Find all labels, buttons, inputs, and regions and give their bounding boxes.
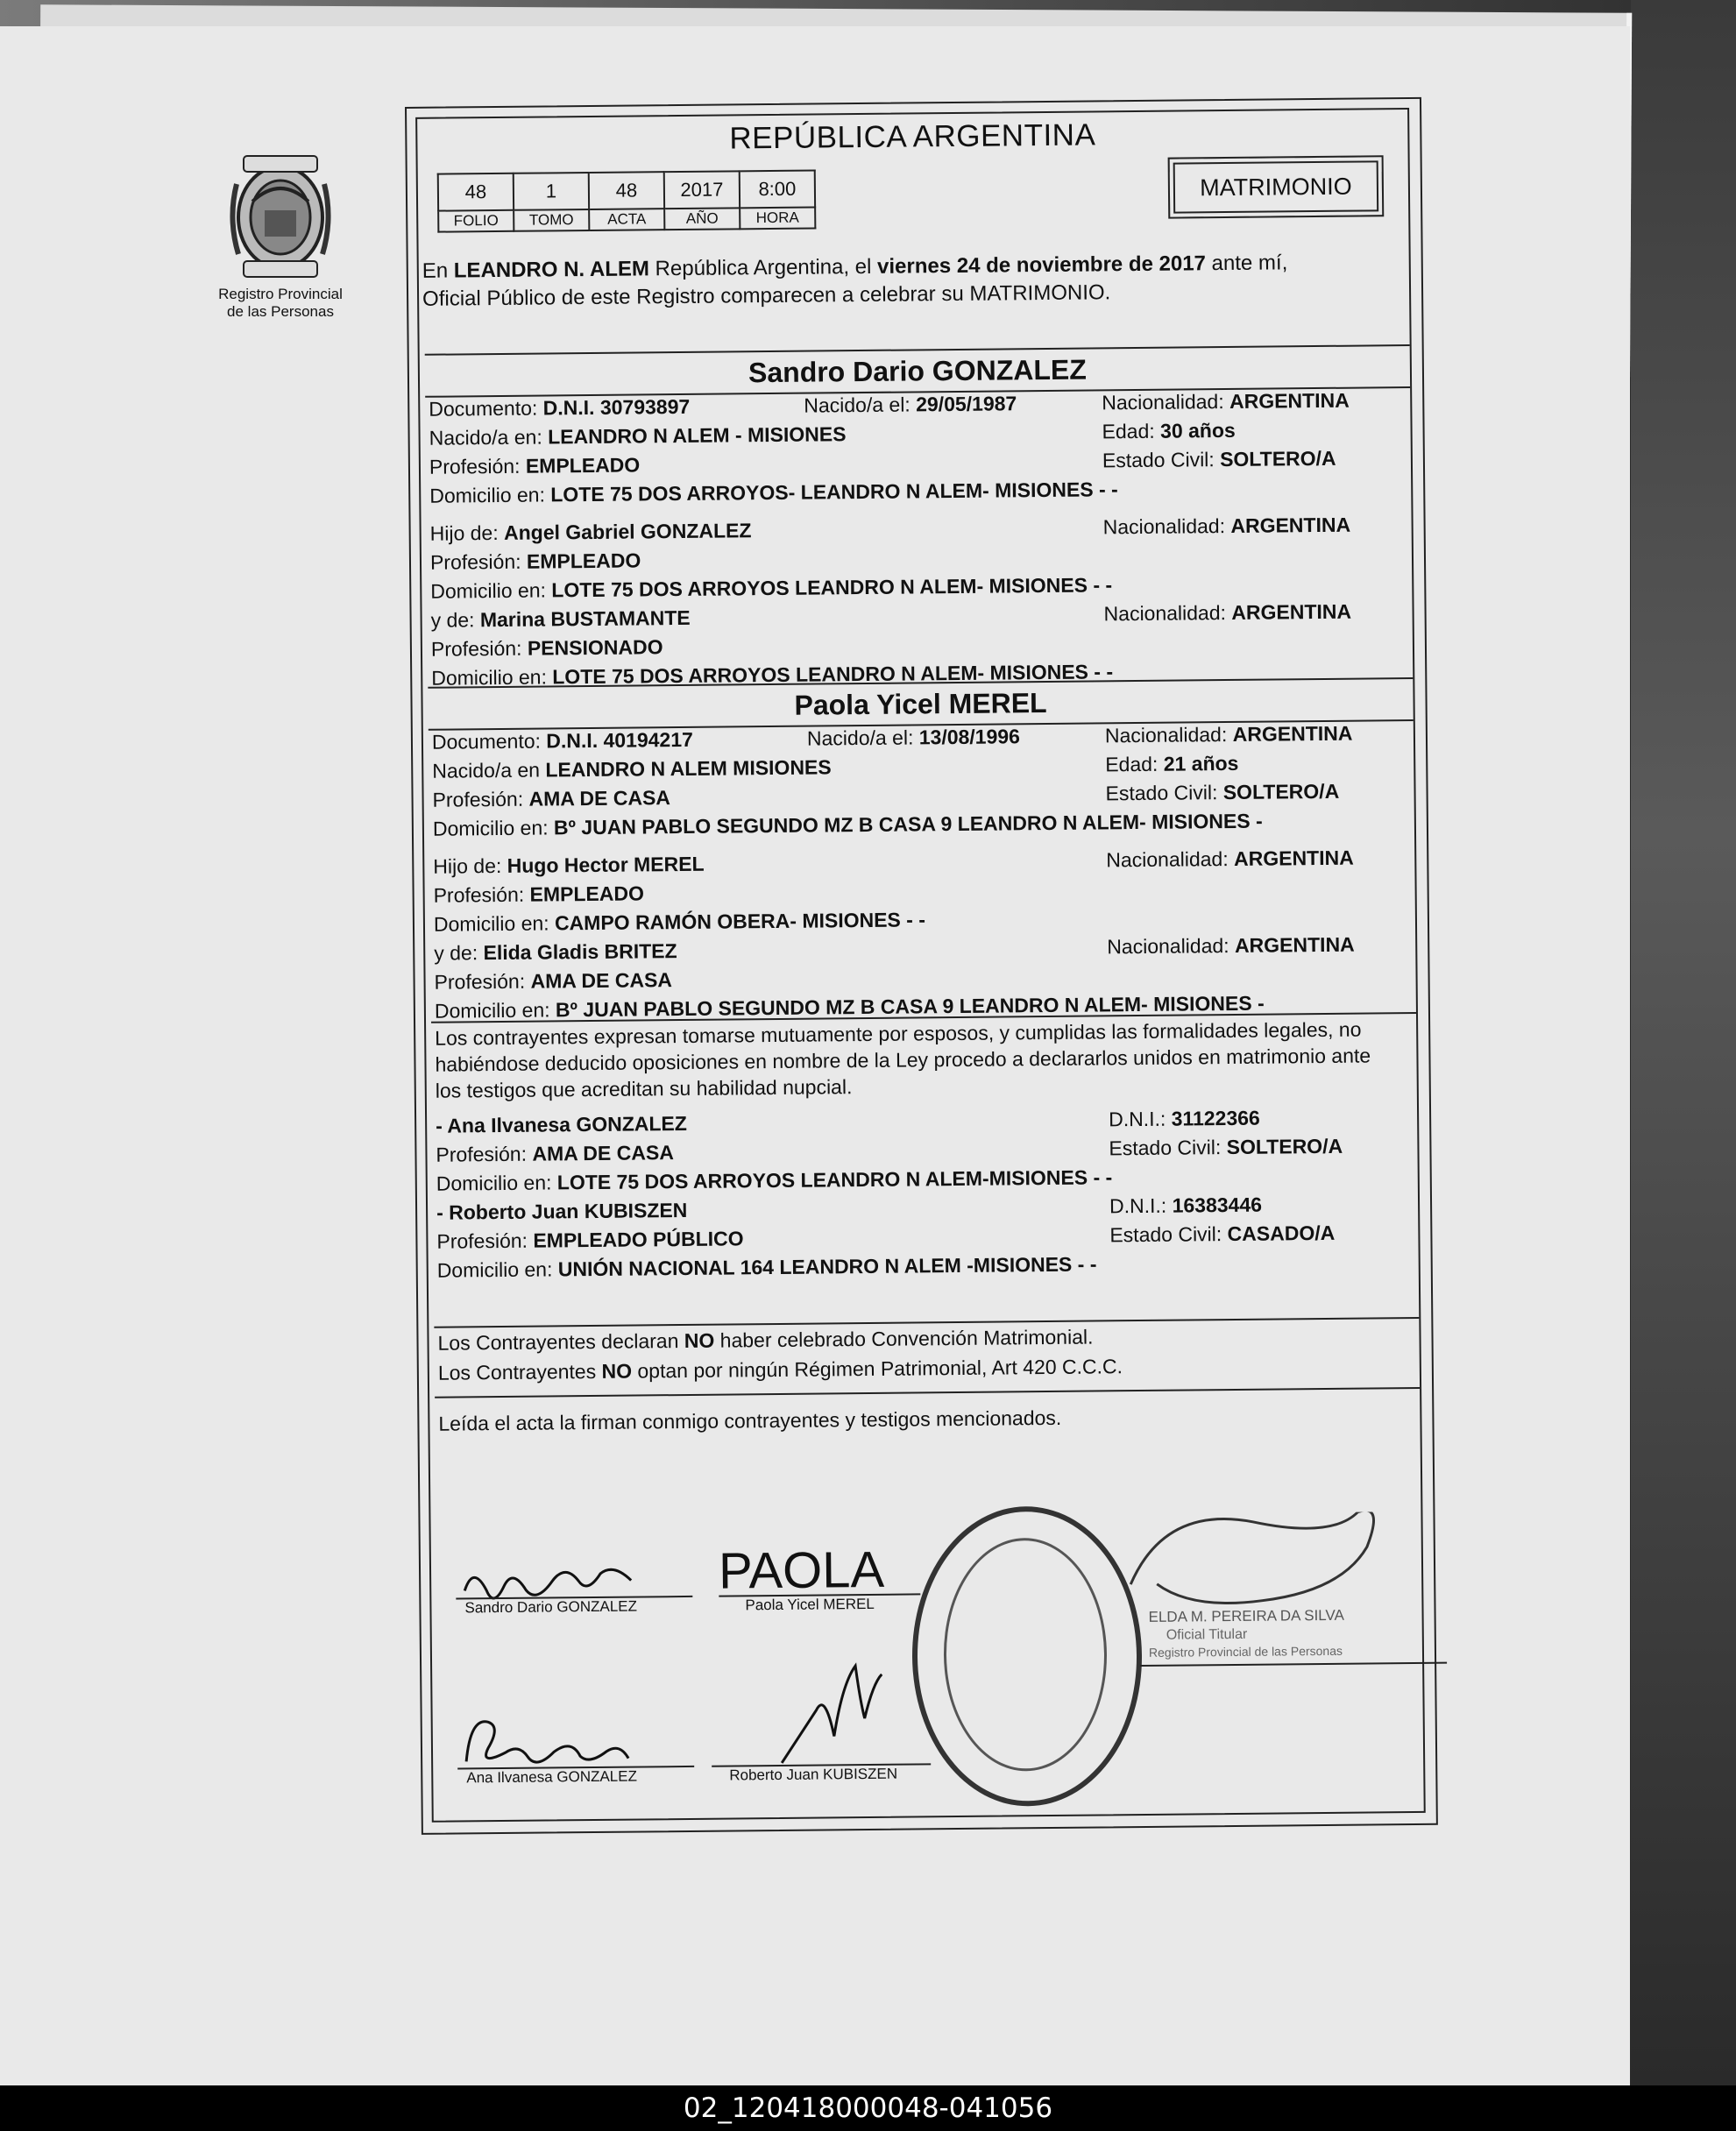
spouse2-address: Bº JUAN PABLO SEGUNDO MZ B CASA 9 LEANDRO N ALEM- MISIONES - xyxy=(553,809,1263,839)
declaration-line: habiéndose deducido oposiciones en nombre de la Ley procedo a declararlos unidos en matrimonio ante xyxy=(435,1044,1371,1076)
spouse2-nationality: ARGENTINA xyxy=(1232,721,1353,746)
witness2-row3: Domicilio en: UNIÓN NACIONAL 164 LEANDRO N ALEM -MISIONES - - xyxy=(436,1252,1097,1282)
spouse2-section xyxy=(428,677,1416,1029)
hour-label: HORA xyxy=(740,208,815,230)
spouse1-mother-addr-row: Domicilio en: LOTE 75 DOS ARROYOS LEANDRO N ALEM- MISIONES - - xyxy=(431,660,1114,690)
closing-section xyxy=(435,1387,1420,1439)
intro-date: viernes 24 de noviembre de 2017 xyxy=(876,251,1207,279)
spouse1-profession: EMPLEADO xyxy=(525,453,641,478)
spouse2-mother: Elida Gladis BRITEZ xyxy=(483,939,677,965)
spouse1-mother-prof-row: Profesión: PENSIONADO xyxy=(430,635,663,661)
acta-label: ACTA xyxy=(589,209,664,230)
witness2-row2: Profesión: EMPLEADO PÚBLICO Estado Civil: CASADO/A xyxy=(436,1221,1336,1253)
marriage-certificate xyxy=(405,97,1438,1835)
spouse2-father-address: CAMPO RAMÓN OBERA- MISIONES - - xyxy=(554,908,926,935)
spouse1-father-prof-row: Profesión: EMPLEADO xyxy=(429,549,641,574)
intro-part: En xyxy=(422,258,454,283)
year-label: AÑO xyxy=(664,208,740,230)
spouse1-mother-nationality: ARGENTINA xyxy=(1231,599,1352,624)
spouse1-mother-address: LOTE 75 DOS ARROYOS LEANDRO N ALEM- MISIONES - - xyxy=(552,660,1114,689)
official-signature-drawing xyxy=(1112,1512,1447,1664)
intro-line2: Oficial Público de este Registro comparecen a celebrar su MATRIMONIO. xyxy=(422,280,1111,311)
spouse2-doc: D.N.I. 40194217 xyxy=(546,727,693,753)
intro-part: República Argentina, el xyxy=(648,254,878,281)
spouse2-mother-nationality: ARGENTINA xyxy=(1234,932,1355,957)
regime-text xyxy=(434,1319,1420,1388)
intro-text xyxy=(422,248,1427,314)
paola-handwritten: PAOLA xyxy=(718,1540,885,1600)
spouse1-name: Sandro Dario GONZALEZ xyxy=(425,346,1410,398)
spouse2-birthplace: LEANDRO N ALEM MISIONES xyxy=(545,755,832,782)
logo-caption-line1: Registro Provincial xyxy=(218,286,343,302)
declaration-line: Los contrayentes expresan tomarse mutuamente por esposos, y cumplidas las formalidades legales, no xyxy=(435,1017,1362,1050)
spouse1-birthdate: 29/05/1987 xyxy=(916,392,1017,416)
ana-signature xyxy=(466,1720,628,1763)
intro-place: LEANDRO N. ALEM xyxy=(453,257,650,283)
logo-caption-line2: de las Personas xyxy=(227,303,334,320)
spouse2-father-nationality: ARGENTINA xyxy=(1233,846,1354,870)
spouse2-row4: Domicilio en: Bº JUAN PABLO SEGUNDO MZ B CASA 9 LEANDRO N ALEM- MISIONES - xyxy=(432,809,1263,840)
official-name: ELDA M. PEREIRA DA SILVA xyxy=(1148,1606,1344,1625)
witness1-row3: Domicilio en: LOTE 75 DOS ARROYOS LEANDRO N ALEM-MISIONES - - xyxy=(436,1165,1113,1195)
spouse1-father-addr-row: Domicilio en: LOTE 75 DOS ARROYOS LEANDRO N ALEM- MISIONES - - xyxy=(430,573,1113,603)
witness1-row1: - Ana Ilvanesa GONZALEZ D.N.I.: 31122366 xyxy=(436,1106,1260,1137)
witness2-row1: - Roberto Juan KUBISZEN D.N.I.: 16383446 xyxy=(436,1193,1263,1224)
witness2-profession: EMPLEADO PÚBLICO xyxy=(533,1227,744,1252)
hour-value: 8:00 xyxy=(740,171,815,209)
logo-caption xyxy=(202,286,359,321)
sandro-signature xyxy=(464,1569,631,1598)
spouse1-mother-profession: PENSIONADO xyxy=(527,635,663,660)
spouse1-father-address: LOTE 75 DOS ARROYOS LEANDRO N ALEM- MISIONES - - xyxy=(551,573,1113,602)
registry-table xyxy=(437,170,817,233)
sig3-name: Ana Ilvanesa GONZALEZ xyxy=(466,1767,638,1787)
spouse1-father: Angel Gabriel GONZALEZ xyxy=(503,519,752,544)
tomo-label: TOMO xyxy=(514,209,589,231)
spouse1-father-row: Hijo de: Angel Gabriel GONZALEZ Nacionalidad: ARGENTINA xyxy=(429,513,1351,545)
stamp-inner-ring xyxy=(943,1537,1109,1772)
spouse1-mother-row: y de: Marina BUSTAMANTE Nacionalidad: ARGENTINA xyxy=(430,599,1352,632)
spouse2-name: Paola Yicel MEREL xyxy=(428,679,1413,731)
country-title: REPÚBLICA ARGENTINA xyxy=(729,117,1096,156)
spouse2-mother-profession: AMA DE CASA xyxy=(530,968,673,993)
spouse2-father-prof-row: Profesión: EMPLEADO xyxy=(433,881,645,907)
registry-stamp xyxy=(911,1505,1143,1807)
declaration-section xyxy=(431,1012,1419,1288)
regime-line2: Los Contrayentes NO optan por ningún Régimen Patrimonial, Art 420 C.C.C. xyxy=(437,1355,1123,1384)
spouse2-father: Hugo Hector MEREL xyxy=(507,852,705,877)
background-right xyxy=(1631,0,1736,2085)
spouse1-civil-status: SOLTERO/A xyxy=(1219,446,1336,471)
year-value: 2017 xyxy=(664,171,740,209)
spouse2-mother-prof-row: Profesión: AMA DE CASA xyxy=(434,968,673,994)
spouse1-doc: D.N.I. 30793897 xyxy=(542,394,691,420)
witness1-profession: AMA DE CASA xyxy=(532,1141,674,1165)
spouse1-address: LOTE 75 DOS ARROYOS- LEANDRO N ALEM- MISIONES - - xyxy=(550,478,1118,506)
official-org: Registro Provincial de las Personas xyxy=(1148,1643,1343,1660)
sig4-name: Roberto Juan KUBISZEN xyxy=(729,1765,898,1784)
declaration-text xyxy=(431,1014,1417,1106)
spouse1-age: 30 años xyxy=(1159,418,1236,442)
sig2-name: Paola Yicel MEREL xyxy=(745,1595,875,1614)
spouse2-civil-status: SOLTERO/A xyxy=(1222,779,1340,804)
folio-value: 48 xyxy=(438,173,514,211)
spouse2-mother-addr-row: Domicilio en: Bº JUAN PABLO SEGUNDO MZ B CASA 9 LEANDRO N ALEM- MISIONES - xyxy=(434,991,1265,1023)
witness1-name: - Ana Ilvanesa GONZALEZ xyxy=(436,1111,687,1137)
closing-text: Leída el acta la firman conmigo contrayentes y testigos mencionados. xyxy=(438,1405,1062,1435)
spouse2-row2: Nacido/a en LEANDRO N ALEM MISIONES Edad: 21 años xyxy=(432,751,1239,782)
intro-part: ante mí, xyxy=(1205,251,1288,276)
acta-value: 48 xyxy=(589,172,664,209)
spouse1-row1: Documento: D.N.I. 30793897 Nacido/a el: 29/05/1987 Nacionalidad: ARGENTINA xyxy=(429,388,1350,421)
registry-logo xyxy=(202,149,359,321)
act-type-box: MATRIMONIO xyxy=(1168,155,1385,218)
spouse2-row1: Documento: D.N.I. 40194217 Nacido/a el: 13/08/1996 Nacionalidad: ARGENTINA xyxy=(431,721,1353,754)
certificate-outer-frame xyxy=(405,97,1438,1835)
folio-label: FOLIO xyxy=(438,210,514,232)
spouse1-row2: Nacido/a en: LEANDRO N ALEM - MISIONES Edad: 30 años xyxy=(429,418,1236,450)
spouse2-mother-row: y de: Elida Gladis BRITEZ Nacionalidad: ARGENTINA xyxy=(434,932,1355,965)
witness1-dni: 31122366 xyxy=(1171,1106,1260,1130)
witness1-civil-status: SOLTERO/A xyxy=(1226,1134,1343,1159)
spouse2-row3: Profesión: AMA DE CASA Estado Civil: SOLTERO/A xyxy=(432,779,1340,811)
spouse2-birthdate: 13/08/1996 xyxy=(918,725,1021,749)
spouse2-father-addr-row: Domicilio en: CAMPO RAMÓN OBERA- MISIONES - - xyxy=(433,908,926,936)
sig1-name: Sandro Dario GONZALEZ xyxy=(464,1597,638,1617)
signatures-area xyxy=(446,1476,1449,1819)
spouse1-nationality: ARGENTINA xyxy=(1229,388,1350,413)
spouse1-father-profession: EMPLEADO xyxy=(526,549,641,573)
declaration-line: los testigos que acreditan su habilidad nupcial. xyxy=(435,1075,853,1102)
spouse1-birthplace: LEANDRO N ALEM - MISIONES xyxy=(548,422,847,449)
spouse2-father-row: Hijo de: Hugo Hector MEREL Nacionalidad: ARGENTINA xyxy=(433,846,1354,878)
spouse2-profession: AMA DE CASA xyxy=(528,786,671,811)
misiones-seal-icon xyxy=(219,149,342,280)
spouse1-father-nationality: ARGENTINA xyxy=(1230,513,1351,537)
roberto-signature xyxy=(781,1666,882,1763)
regime-section xyxy=(434,1317,1420,1388)
footer-filename: 02_120418000048-041056 xyxy=(0,2085,1736,2131)
witness1-address: LOTE 75 DOS ARROYOS LEANDRO N ALEM-MISIONES - - xyxy=(556,1165,1113,1194)
official-title: Oficial Titular xyxy=(1166,1626,1248,1643)
spouse1-section xyxy=(425,344,1414,696)
regime-line1: Los Contrayentes declaran NO haber celebrado Convención Matrimonial. xyxy=(437,1325,1094,1355)
witness2-name: - Roberto Juan KUBISZEN xyxy=(436,1198,688,1224)
official-signature xyxy=(1130,1512,1374,1604)
tomo-value: 1 xyxy=(514,173,589,210)
witness2-address: UNIÓN NACIONAL 164 LEANDRO N ALEM -MISIONES - - xyxy=(557,1252,1097,1281)
spouse1-row4: Domicilio en: LOTE 75 DOS ARROYOS- LEANDRO N ALEM- MISIONES - - xyxy=(429,478,1118,507)
witness1-row2: Profesión: AMA DE CASA Estado Civil: SOLTERO/A xyxy=(436,1134,1343,1166)
witness2-civil-status: CASADO/A xyxy=(1227,1221,1336,1246)
witness2-dni: 16383446 xyxy=(1172,1193,1263,1217)
spouse2-mother-address: Bº JUAN PABLO SEGUNDO MZ B CASA 9 LEANDRO N ALEM- MISIONES - xyxy=(555,991,1265,1022)
certificate-inner-frame xyxy=(415,108,1426,1823)
spouse1-row3: Profesión: EMPLEADO Estado Civil: SOLTERO/A xyxy=(429,446,1336,478)
spouse2-father-profession: EMPLEADO xyxy=(529,881,645,906)
spouse1-mother: Marina BUSTAMANTE xyxy=(479,605,691,632)
spouse2-age: 21 años xyxy=(1163,751,1239,775)
